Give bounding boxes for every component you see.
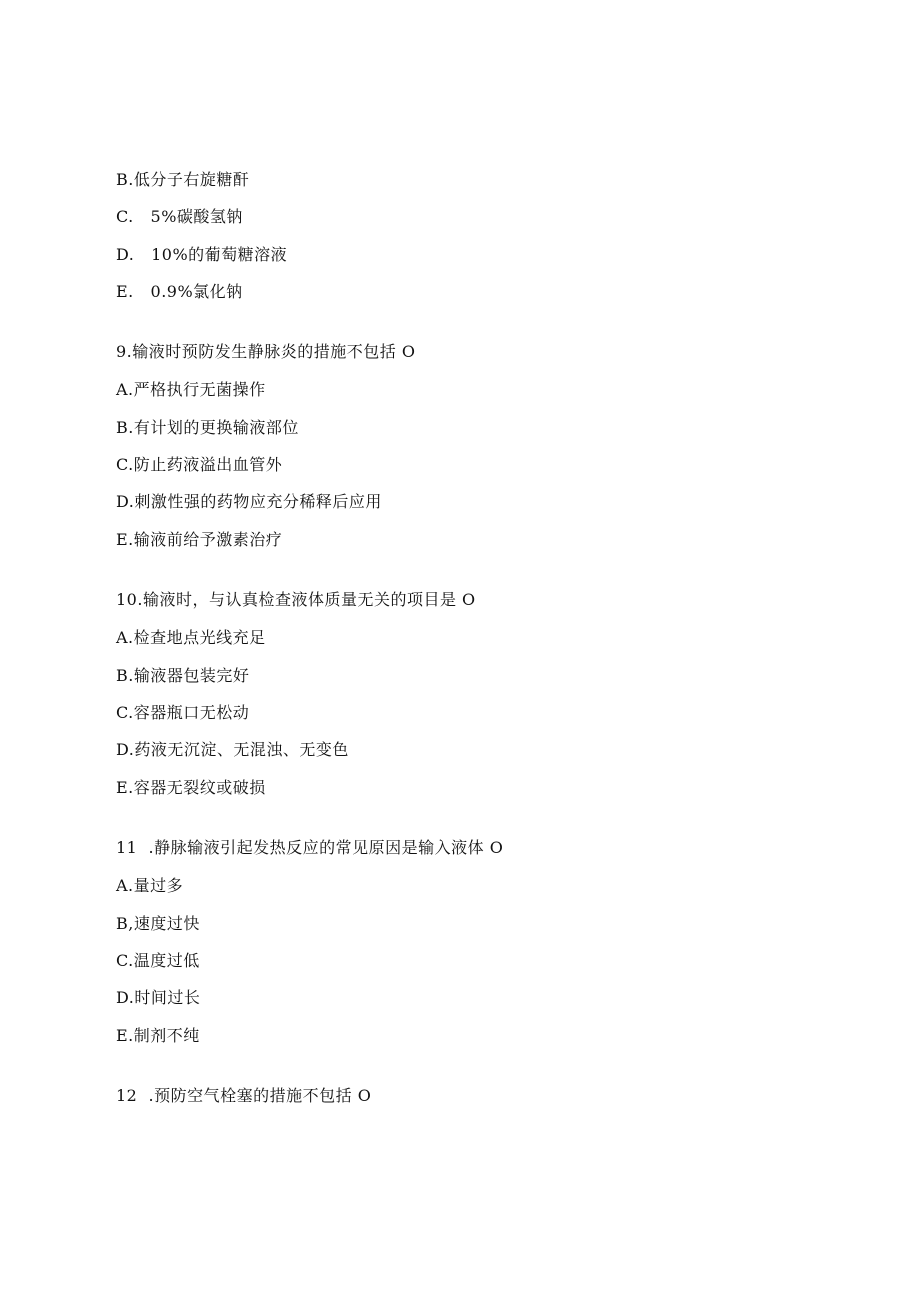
question-9: 9.输液时预防发生静脉炎的措施不包括 O xyxy=(116,342,416,361)
option-d-glucose-solution: D. 10%的葡萄糖溶液 xyxy=(116,245,288,264)
option-b-low-molecular-dextran: B.低分子右旋糖酐 xyxy=(116,170,250,189)
question-11-option-a: A.量过多 xyxy=(116,876,184,895)
question-11-option-d: D.时间过长 xyxy=(116,988,201,1007)
question-10-option-d: D.药液无沉淀、无混浊、无变色 xyxy=(116,740,349,759)
question-12: 12 .预防空气栓塞的措施不包括 O xyxy=(116,1086,372,1105)
question-9-option-e: E.输液前给予激素治疗 xyxy=(116,530,283,549)
question-10: 10.输液时，与认真检查液体质量无关的项目是 O xyxy=(116,590,476,609)
question-11-option-c: C.温度过低 xyxy=(116,951,200,970)
question-9-option-b: B.有计划的更换输液部位 xyxy=(116,418,299,437)
question-11-option-b: B,速度过快 xyxy=(116,914,200,933)
question-9-option-a: A.严格执行无菌操作 xyxy=(116,380,266,399)
question-10-option-a: A.检查地点光线充足 xyxy=(116,628,266,647)
question-11: 11 .静脉输液引起发热反应的常见原因是输入液体 O xyxy=(116,838,504,857)
question-10-option-c: C.容器瓶口无松动 xyxy=(116,703,250,722)
option-e-sodium-chloride: E. 0.9%氯化钠 xyxy=(116,282,243,301)
question-9-option-c: C.防止药液溢出血管外 xyxy=(116,455,283,474)
option-c-sodium-bicarbonate: C. 5%碳酸氢钠 xyxy=(116,207,243,226)
question-10-option-b: B.输液器包装完好 xyxy=(116,666,250,685)
question-9-option-d: D.刺激性强的药物应充分稀释后应用 xyxy=(116,492,382,511)
question-10-option-e: E.容器无裂纹或破损 xyxy=(116,778,266,797)
question-11-option-e: E.制剂不纯 xyxy=(116,1026,200,1045)
